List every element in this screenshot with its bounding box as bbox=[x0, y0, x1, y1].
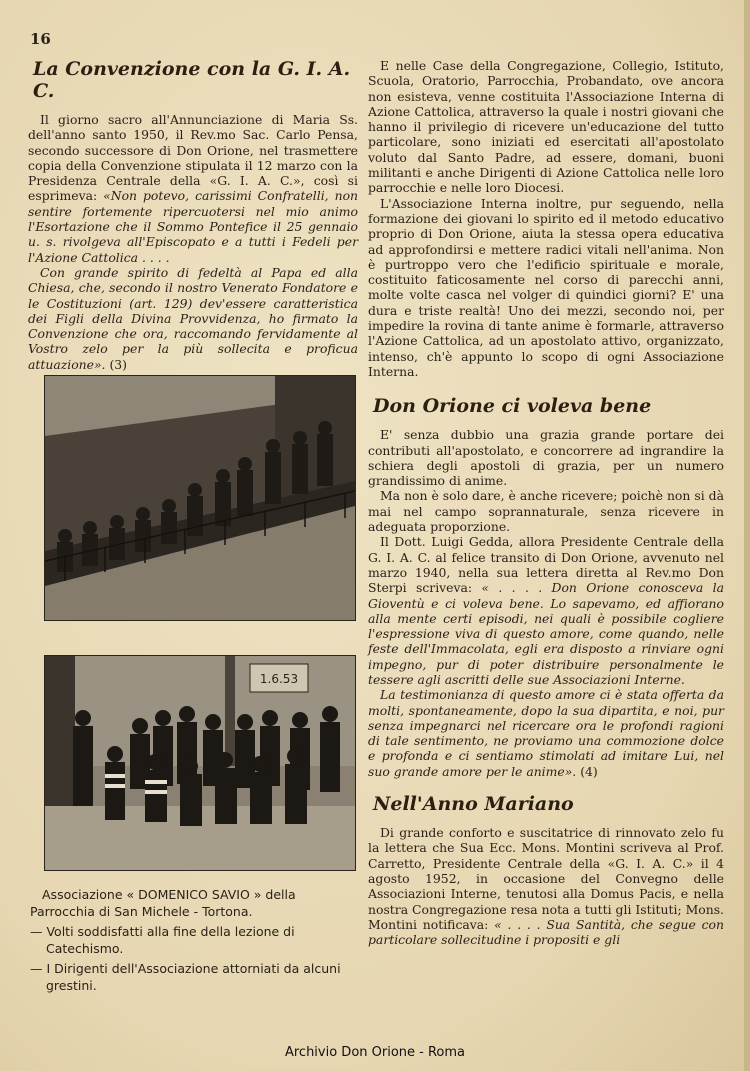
section-title: Nell'Anno Mariano bbox=[373, 793, 574, 816]
photo-caption bbox=[30, 886, 360, 994]
left-column bbox=[28, 58, 358, 372]
photo-group bbox=[44, 655, 356, 871]
paragraph: E nelle Case della Congregazione, Collegio, Istituto, Scuola, Oratorio, Parrocchia, Probandato, ove ancora non esisteva, venne costituita l'Associazione Interna di Azione Cattolica, attraverso la quale i nostri giovani che hanno il privilegio di ricevere un'educazione del tutto particolare, sono iniziati ed esercitati all'apostolato voluto dal Santo Padre, ad essere, domani, buoni militanti e anche Dirigenti di Azione Cattolica nelle loro parrocchie e nelle loro Diocesi. bbox=[368, 58, 724, 196]
section-title: La Convenzione con la G. I. A. C. bbox=[33, 58, 351, 102]
right-column bbox=[368, 58, 724, 947]
quote: « . . . . Don Orione conosceva la Gioventù e ci voleva bene. Lo sapevamo, ed affiorano alla mente certi episodi, nei quali è possibile cogliere l'espressione viva di questo amore, come quando, nelle feste dell'Immacolata, egli era disposto a rinviare ogni impegno, pur di poter distribuire personalmente le tessere agli ascritti delle sue Associazioni Interne. bbox=[368, 580, 725, 687]
caption-title: Associazione « DOMENICO SAVIO » della Parrocchia di San Michele - Tortona. bbox=[30, 887, 296, 919]
section-title: Don Orione ci voleva bene bbox=[373, 395, 652, 418]
paragraph: E' senza dubbio una grazia grande portare dei contributi all'apostolato, e concorrere ad ingrandire la schiera degli apostoli di grazia, per un numero grandissimo di anime. bbox=[368, 427, 724, 489]
caption-item: — Volti soddisfatti alla fine della lezione di Catechismo. bbox=[30, 924, 295, 956]
sign-text: 1.6.53 bbox=[259, 672, 299, 686]
archive-footer: Archivio Don Orione - Roma bbox=[284, 1045, 466, 1060]
group-portrait-photo bbox=[45, 656, 355, 870]
paragraph: Ma non è solo dare, è anche ricevere; poichè non si dà mai nel campo soprannaturale, senza ricevere in adeguata proporzione. bbox=[368, 488, 724, 535]
page-number: 16 bbox=[30, 30, 51, 48]
caption-item: — I Dirigenti dell'Associazione attorniati da alcuni grestini. bbox=[30, 961, 341, 993]
paragraph: L'Associazione Interna inoltre, pur seguendo, nella formazione dei giovani lo spirito ed il metodo educativo proprio di Don Orione, aiuta la stessa opera educativa ad approfondirsi e mettere radici vitali nell'anima. Non è purtroppo vero che l'edificio spirituale e morale, costituito faticosamente nel corso di parecchi anni, molte volte casca nel volger di quindici giorni? E' una dura e triste realtà! Uno dei mezzi, secondo noi, per impedire la rovina di tante anime è formarle, attraverso l'Azione Cattolica, ad un apostolato attivo, organizzato, intenso, ch'è appunto lo scopo di ogni Associazione Interna. bbox=[368, 195, 724, 379]
quote: « . . . . Sua Santità, che segue con particolare sollecitudine i propositi e gli bbox=[368, 916, 724, 948]
quote: «Non potevo, carissimi Confratelli, non sentire fortemente ripercuotersi nel mio animo l'Esortazione che il Sommo Pontefice il 25 gennaio u. s. rivolgeva all'Episcopato e a tutti i Fedeli per l'Azione Cattolica . . . . bbox=[28, 188, 359, 265]
paragraph: La testimonianza di questo amore ci è stata offerta da molti, spontaneamente, dopo la sua dipartita, e noi, pur senza impegnarci nel ricercare ora le profondi ragioni di tale sentimento, ne proviamo una commozione dolce e profonda e ci sentiamo stimolati ad imitare Lui, nel suo grande amore per le anime». (4) bbox=[368, 687, 724, 779]
page-edge bbox=[744, 0, 750, 1071]
photo-balcony bbox=[44, 375, 356, 621]
paragraph: Il Dott. Luigi Gedda, allora Presidente Centrale della G. I. A. C. al felice transito di Don Orione, avvenuto nel marzo 1940, nella sua lettera diretta al Rev.mo Don Sterpi scriveva: « . . . . Don Orione conosceva la Gioventù e ci voleva bene. Lo sapevamo, ed affiorano alla mente certi episodi, nei quali è possibile cogliere l'espressione viva di questo amore, come quando, nelle feste dell'Immacolata, egli era disposto a rinviare ogni impegno, pur di poter distribuire personalmente le tessere agli ascritti delle sue Associazioni Interne. bbox=[368, 534, 725, 687]
paragraph: Il giorno sacro all'Annunciazione di Maria Ss. dell'anno santo 1950, il Rev.mo Sac. Carlo Pensa, secondo successore di Don Orione, nel trasmettere copia della Convenzione stipulata il 12 marzo con la Presidenza Centrale della «G. I. A. C.», così si esprimeva: «Non potevo, carissimi Confratelli, non sentire fortemente ripercuotersi nel mio animo l'Esortazione che il Sommo Pontefice il 25 gennaio u. s. rivolgeva all'Episcopato e a tutti i Fedeli per l'Azione Cattolica . . . . bbox=[28, 112, 359, 265]
paragraph: Con grande spirito di fedeltà al Papa ed alla Chiesa, che, secondo il nostro Venerato Fondatore e le Costituzioni (art. 129) dev'essere caratteristica dei Figli della Divina Provvidenza, ho firmato la Convenzione che ora, raccomando fervidamente al Vostro zelo per la più sollecita e proficua attuazione». (3) bbox=[28, 264, 358, 372]
group-on-balcony-photo bbox=[45, 376, 355, 620]
paragraph: Di grande conforto e suscitatrice di rinnovato zelo fu la lettera che Sua Ecc. Mons. Montini scriveva al Prof. Carretto, Presidente Centrale della «G. I. A. C.» il 4 agosto 1952, in occasione del Convegno delle Associazioni Interne, tenutosi alla Domus Pacis, e nella nostra Congregazione resa nota a tutti gli Istituti; Mons. Montini notificava: « . . . . Sua Santità, che segue con particolare sollecitudine i propositi e gli bbox=[368, 825, 724, 948]
